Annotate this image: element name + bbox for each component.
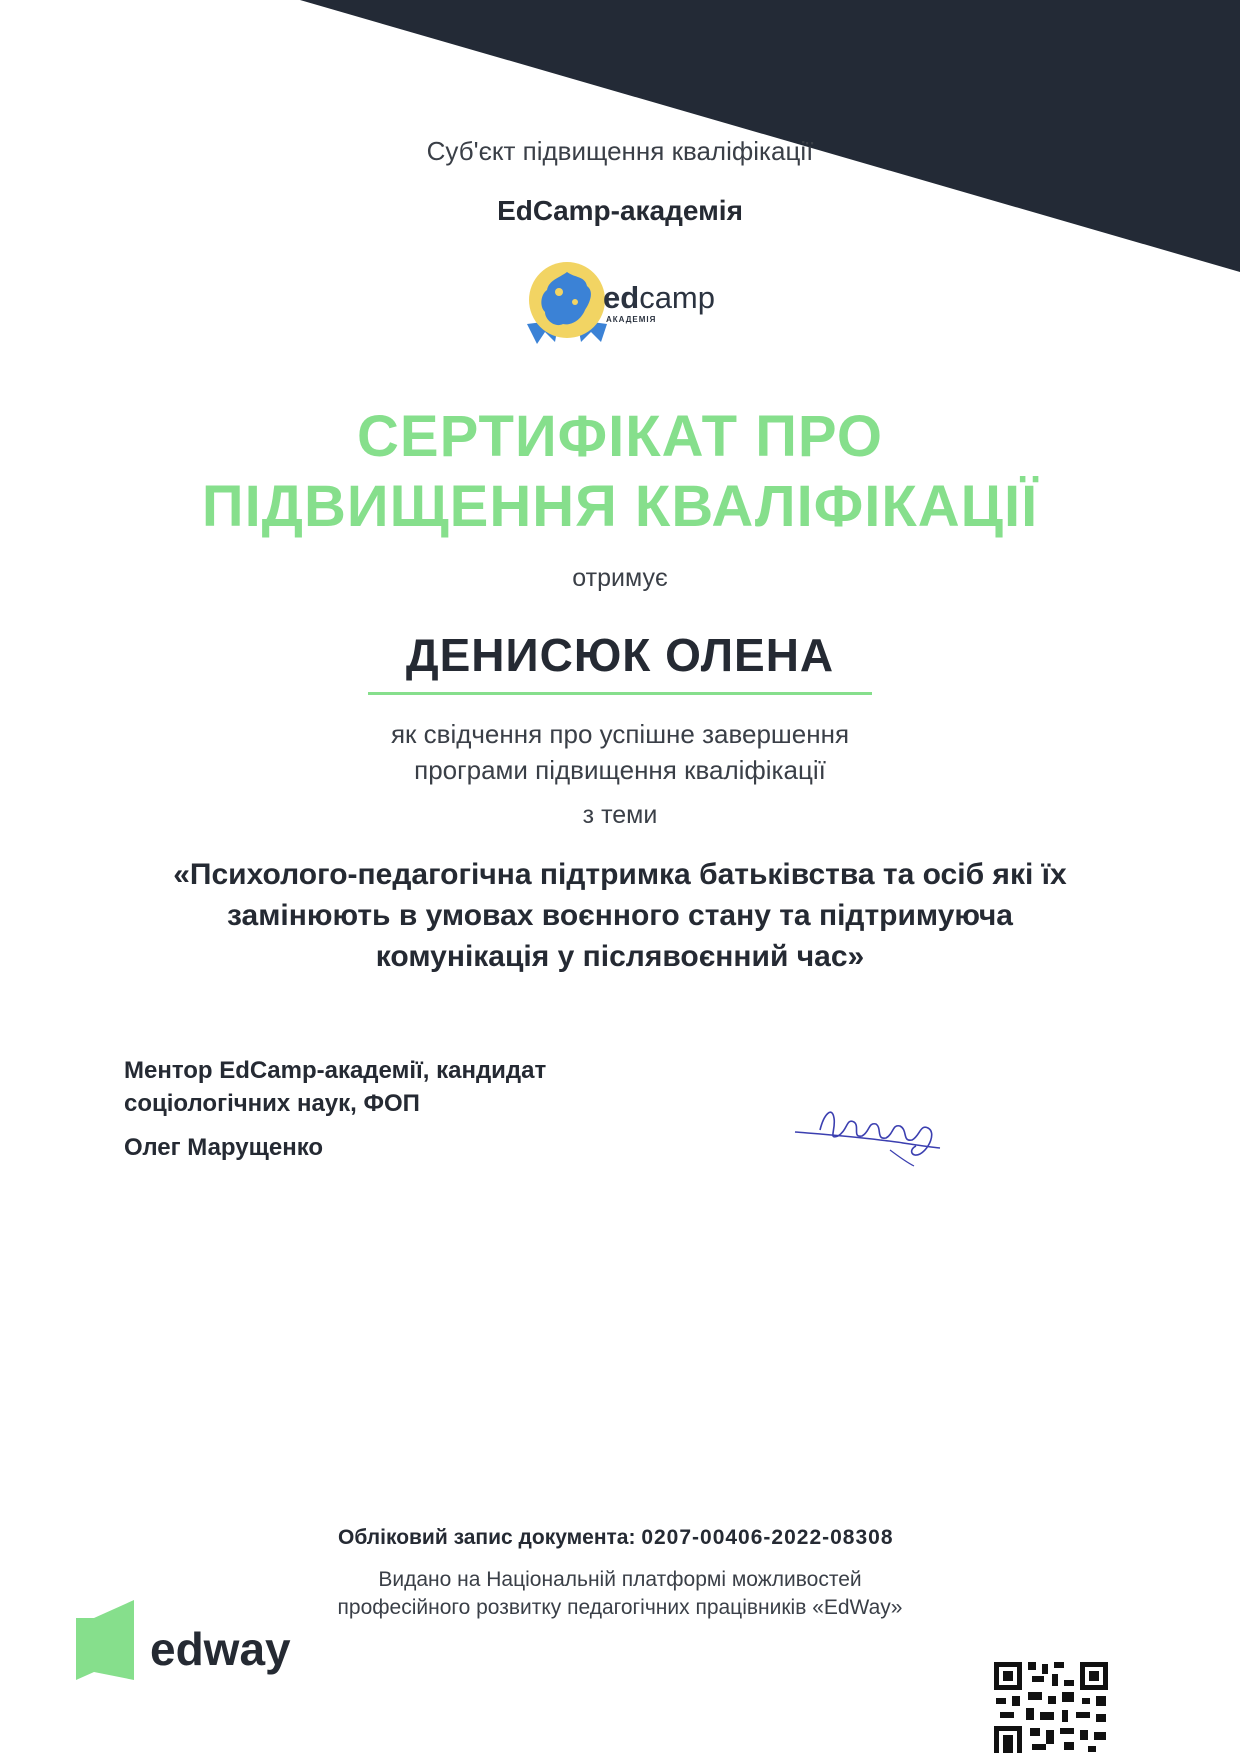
record-line [338,1526,894,1550]
certificate-title [0,402,1240,542]
topic-line: «Психолого-педагогічна підтримка батьківства та осіб які їх [173,858,1067,891]
issued-line: професійного розвитку педагогічних працівників «EdWay» [337,1596,903,1619]
signature-icon [790,1096,960,1176]
record-label: Обліковий запис документа: [338,1526,636,1549]
recipient-name: ДЕНИСЮК ОЛЕНА [405,629,835,681]
certificate-title-line: ПІДВИЩЕННЯ КВАЛІФІКАЦІЇ [201,474,1039,539]
record-number: 0207-00406-2022-08308 [641,1526,894,1549]
testimony-line: як свідчення про успішне завершення [390,719,850,749]
edcamp-logo-subtitle: АКАДЕМІЯ [606,315,657,324]
issued-text [0,1566,1240,1622]
subject-label: Суб'єкт підвищення кваліфікації [426,136,814,166]
qr-code-icon [992,1660,1112,1753]
topic-line: замінюють в умовах воєнного стану та підтримуюча [227,899,1013,932]
certificate-title-line: СЕРТИФІКАТ ПРО [357,404,883,469]
mentor-title-line: Ментор EdCamp-академії, кандидат [124,1057,547,1084]
topic-line: комунікація у післявоєнний час» [375,940,865,973]
edway-logo-text: edway [150,1623,291,1675]
academy-name: EdCamp-академія [497,195,743,226]
receives-label: отримує [572,564,668,592]
mentor-title-line: соціологічних наук, ФОП [124,1090,420,1117]
mentor-name: Олег Марущенко [124,1134,324,1161]
mentor-title [124,1054,546,1120]
topic-title [120,854,1120,977]
testimony-line: програми підвищення кваліфікації [414,755,826,785]
edcamp-logo-text: edcamp [603,280,715,315]
issued-line: Видано на Національній платформі можливостей [378,1568,862,1591]
testimony-text [0,716,1240,788]
recipient-underline [368,692,872,695]
topic-label: з теми [582,801,658,829]
edway-logo-icon [76,1600,138,1680]
